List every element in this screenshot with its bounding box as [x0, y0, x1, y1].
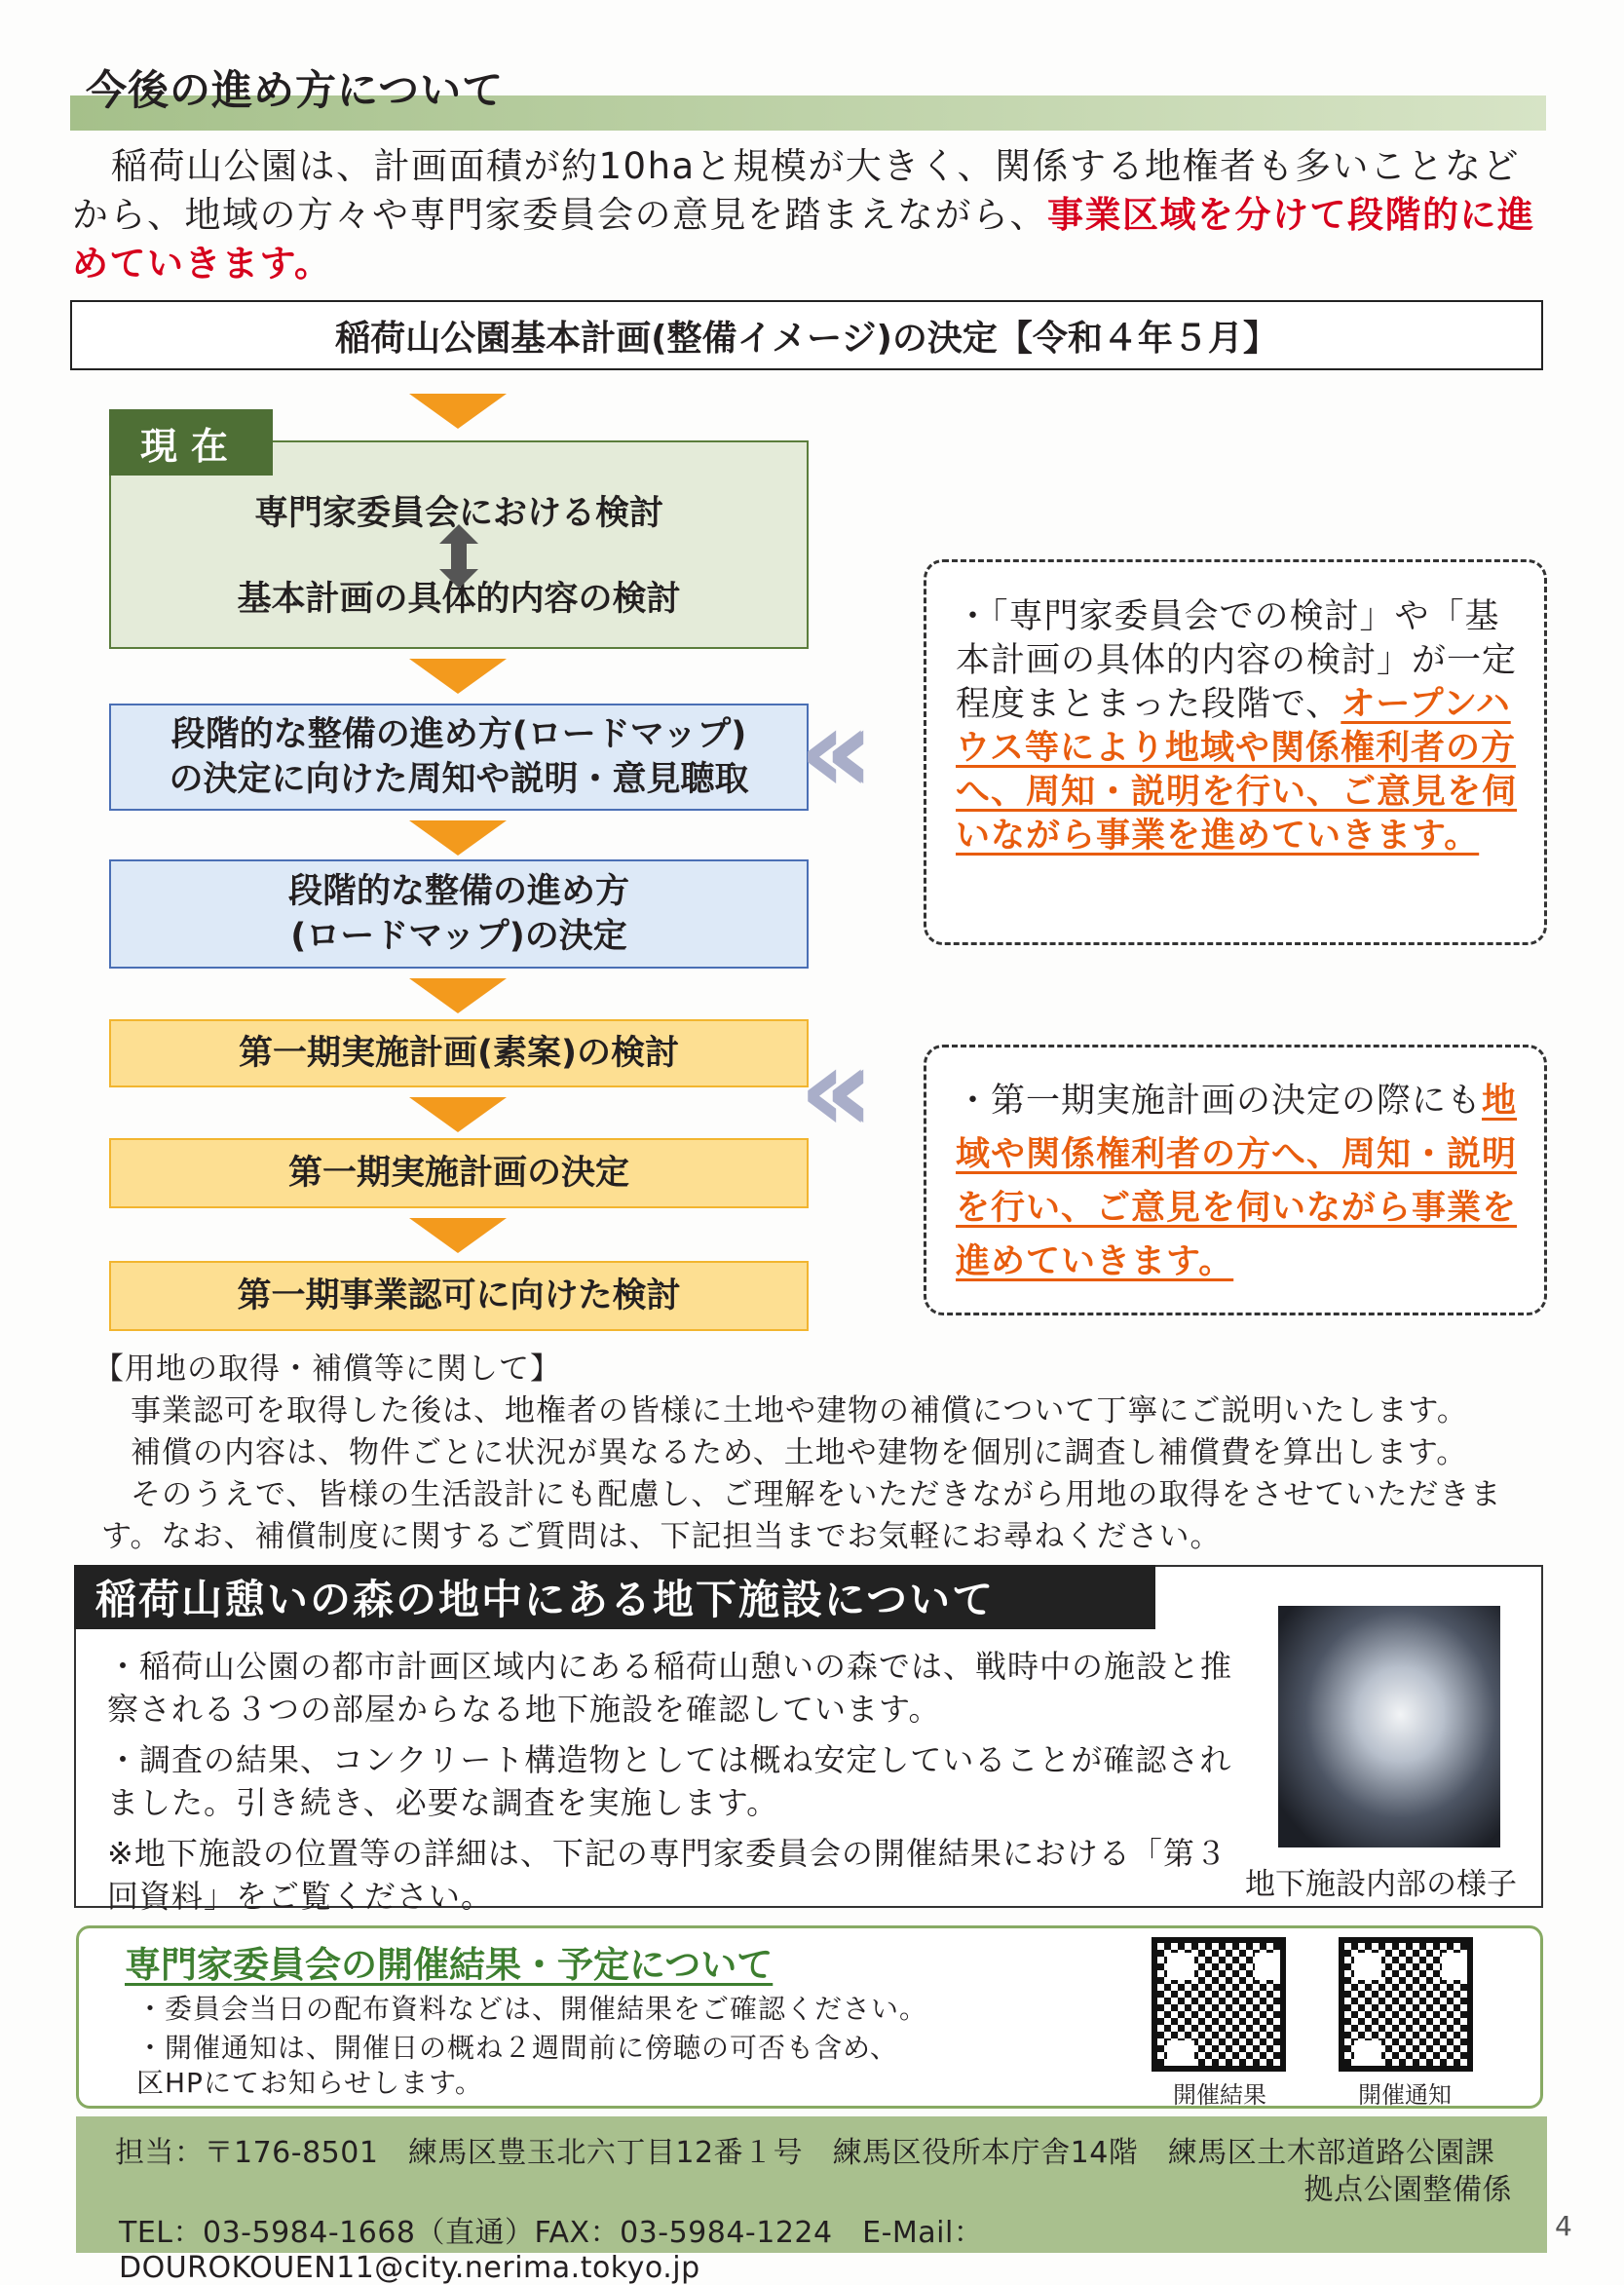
- step-first-plan-draft: 第一期実施計画(素案)の検討: [109, 1019, 809, 1087]
- current-line2: 基本計画の具体的内容の検討: [237, 580, 681, 619]
- footer-contact: TEL：03-5984-1668（直通）FAX：03-5984-1224 E-Mail：DOUROKOUEN11@city.nerima.tokyo.jp: [119, 2216, 984, 2285]
- flow-arrow: [409, 978, 507, 1013]
- land-heading: 【用地の取得・補償等に関して】: [94, 1352, 561, 1387]
- underground-bullet-1: ・稲荷山公園の都市計画区域内にある稲荷山憩いの森では、戦時中の施設と推察される３つの部屋からなる地下施設を確認しています。: [107, 1648, 1233, 1728]
- current-line1: 専門家委員会における検討: [253, 494, 663, 533]
- step-first-plan-decision: 第一期実施計画の決定: [109, 1138, 809, 1208]
- intro-text: 稲荷山公園は、計画面積が約10haと規模が大きく、関係する地権者も多いことなどから、地域の方々や専門家委員会の意見を踏まえながら、: [72, 145, 1520, 236]
- chevron-left-icon: «: [799, 1023, 824, 1159]
- page-title: 今後の進め方について: [86, 66, 505, 114]
- qr-notices-label: 開催通知: [1358, 2081, 1452, 2109]
- flow-arrow: [409, 1218, 507, 1253]
- note2-plain: ・第一期実施計画の決定の際にも: [956, 1082, 1483, 1121]
- qr-results-label: 開催結果: [1173, 2081, 1266, 2109]
- underground-photo: [1278, 1606, 1500, 1847]
- plan-decision-box: 稲荷山公園基本計画(整備イメージ)の決定【令和４年５月】: [70, 300, 1543, 370]
- flow-arrow: [409, 820, 507, 856]
- step1-line2: の決定に向けた周知や説明・意見聴取: [169, 760, 749, 799]
- flow-arrow: [409, 394, 507, 429]
- footer-division: 拠点公園整備係: [1303, 2173, 1512, 2207]
- underground-note: ※地下施設の位置等の詳細は、下記の専門家委員会の開催結果における「第３回資料」をご覧ください。: [107, 1835, 1227, 1915]
- underground-bullet-2: ・調査の結果、コンクリート構造物としては概ね安定していることが確認されました。引き続き、必要な調査を実施します。: [107, 1741, 1232, 1821]
- page-number: 4: [1555, 2210, 1572, 2242]
- note-first-plan: [924, 1045, 1547, 1315]
- step-roadmap-consultation: [109, 704, 809, 811]
- note1-emphasis: オープンハウス等により地域や関係権利者の方へ、周知・説明を行い、ご意見を伺いながら事業を進めていきます。: [956, 685, 1518, 856]
- step-roadmap-decision: [109, 859, 809, 969]
- note-open-house: [924, 559, 1547, 945]
- chevron-left-icon: «: [799, 684, 824, 819]
- land-acquisition-section: [94, 1349, 1553, 1558]
- intro-emphasis: 事業区域を分けて段階的に進めていきます。: [72, 194, 1535, 285]
- committee-bullet-2: ・開催通知は、開催日の概ね２週間前に傍聴の可否も含め、区HPにてお知らせします。: [136, 2032, 898, 2099]
- qr-code-notices[interactable]: [1339, 1937, 1473, 2072]
- step2-line2: (ロードマップ)の決定: [290, 917, 627, 956]
- flow-arrow: [409, 1097, 507, 1132]
- footer-address: 担当：〒176-8501 練馬区豊玉北六丁目12番１号 練馬区役所本庁舎14階 練馬区土木部道路公園課: [115, 2136, 1495, 2170]
- committee-body: [136, 1992, 927, 2105]
- photo-caption: 地下施設内部の様子: [1245, 1867, 1517, 1902]
- contact-footer: [76, 2116, 1547, 2285]
- land-paragraph-1: 事業認可を取得した後は、地権者の皆様に土地や建物の補償について丁寧にご説明いたします。: [131, 1393, 1468, 1428]
- current-tag: 現在: [109, 409, 273, 476]
- committee-bullet-1: ・委員会当日の配布資料などは、開催結果をご確認ください。: [136, 1993, 928, 2025]
- note2-emphasis: 地域や関係権利者の方へ、周知・説明を行い、ご意見を伺いながら事業を進めていきます。: [956, 1082, 1518, 1281]
- step2-line1: 段階的な整備の進め方: [287, 872, 629, 911]
- flow-arrow: [409, 659, 507, 694]
- committee-title: 専門家委員会の開催結果・予定について: [125, 1944, 774, 1986]
- underground-title: 稲荷山憩いの森の地中にある地下施設について: [74, 1565, 1155, 1629]
- land-paragraph-2: 補償の内容は、物件ごとに状況が異なるため、土地や建物を個別に調査し補償費を算出します。: [131, 1435, 1468, 1470]
- underground-body: [107, 1645, 1257, 1925]
- note1-plain: ・「専門家委員会での検討」や「基本計画の具体的内容の検討」が一定程度まとまった段階で、: [956, 597, 1518, 724]
- land-paragraph-3: そのうえで、皆様の生活設計にも配慮し、ご理解をいただきながら用地の取得をさせていただきます。なお、補償制度に関するご質問は、下記担当までお気軽にお尋ねください。: [101, 1477, 1502, 1554]
- intro-paragraph: [72, 142, 1553, 288]
- step1-line1: 段階的な整備の進め方(ロードマップ): [170, 715, 747, 754]
- double-arrow-icon: [451, 542, 467, 571]
- qr-code-results[interactable]: [1152, 1937, 1286, 2072]
- step-first-approval: 第一期事業認可に向けた検討: [109, 1261, 809, 1331]
